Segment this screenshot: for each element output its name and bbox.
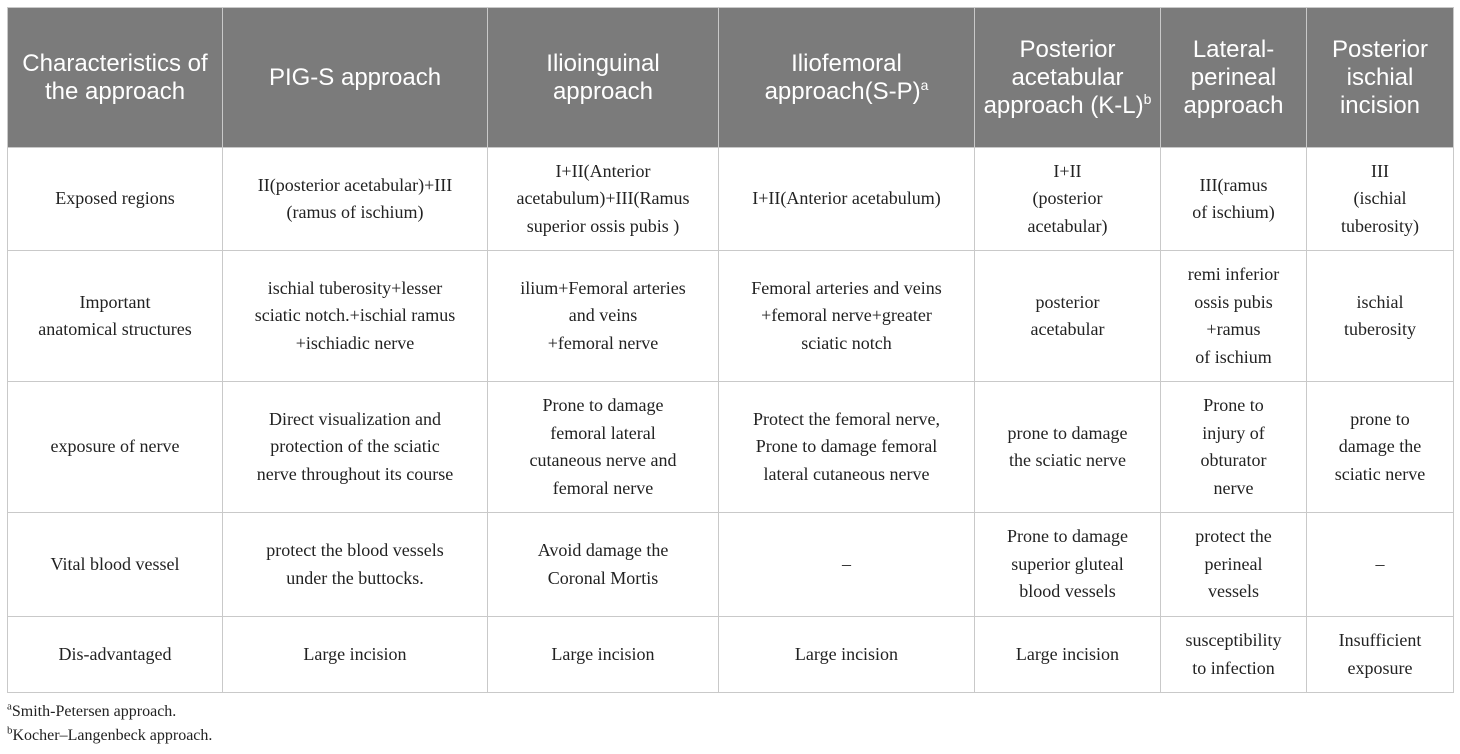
table-cell: Femoral arteries and veins +femoral nerve+greater sciatic notch	[719, 251, 975, 382]
table-cell: –	[1307, 513, 1454, 617]
table-cell: ischial tuberosity	[1307, 251, 1454, 382]
header-posterior-ischial: Posterior ischial incision	[1307, 8, 1454, 148]
footnote-b-mark: b	[7, 724, 13, 737]
row-label: Important anatomical structures	[8, 251, 223, 382]
header-row	[8, 8, 1454, 148]
table-cell: Prone to injury of obturator nerve	[1161, 382, 1307, 513]
table-cell: I+II (posterior acetabular)	[975, 148, 1161, 251]
header-ilioinguinal: Ilioinguinal approach	[488, 8, 719, 148]
table-cell: I+II(Anterior acetabulum)	[719, 148, 975, 251]
table-row	[8, 382, 1454, 513]
table-row	[8, 513, 1454, 617]
header-pig-s: PIG-S approach	[223, 8, 488, 148]
table-row	[8, 148, 1454, 251]
table-cell: III(ramus of ischium)	[1161, 148, 1307, 251]
table-cell: protect the perineal vessels	[1161, 513, 1307, 617]
table-row	[8, 617, 1454, 693]
footnote-mark-a: a	[920, 76, 929, 93]
table-cell: Prone to damage femoral lateral cutaneous nerve and femoral nerve	[488, 382, 719, 513]
footnote-a-text: Smith-Petersen approach.	[11, 703, 177, 720]
footnote-a-mark: a	[7, 700, 12, 713]
comparison-table	[7, 7, 1454, 693]
table-cell: Large incision	[223, 617, 488, 693]
row-label: Dis-advantaged	[8, 617, 223, 693]
row-label: Vital blood vessel	[8, 513, 223, 617]
header-characteristics: Characteristics of the approach	[8, 8, 223, 148]
table-cell: prone to damage the sciatic nerve	[975, 382, 1161, 513]
table-cell: Large incision	[488, 617, 719, 693]
footnote-b-text: Kocher–Langenbeck approach.	[12, 727, 213, 744]
table-cell: ilium+Femoral arteries and veins +femoral nerve	[488, 251, 719, 382]
table-cell: remi inferior ossis pubis +ramus of ischium	[1161, 251, 1307, 382]
table-cell: posterior acetabular	[975, 251, 1161, 382]
table-cell: Avoid damage the Coronal Mortis	[488, 513, 719, 617]
table-cell: susceptibility to infection	[1161, 617, 1307, 693]
table-row	[8, 251, 1454, 382]
table-cell: Protect the femoral nerve, Prone to damage femoral lateral cutaneous nerve	[719, 382, 975, 513]
header-iliofemoral: Iliofemoral $approach(S-P)^a$	[719, 8, 975, 148]
table-cell: I+II(Anterior acetabulum)+III(Ramus superior ossis pubis )	[488, 148, 719, 251]
footnote-b	[7, 726, 212, 746]
table-cell: III (ischial tuberosity)	[1307, 148, 1454, 251]
row-label: Exposed regions	[8, 148, 223, 251]
table-cell: ischial tuberosity+lesser sciatic notch.+ischial ramus +ischiadic nerve	[223, 251, 488, 382]
table-cell: –	[719, 513, 975, 617]
table-cell: Large incision	[719, 617, 975, 693]
table-cell: protect the blood vessels under the buttocks.	[223, 513, 488, 617]
table-cell: Large incision	[975, 617, 1161, 693]
row-label: exposure of nerve	[8, 382, 223, 513]
table-cell: Insufficient exposure	[1307, 617, 1454, 693]
table-cell: prone to damage the sciatic nerve	[1307, 382, 1454, 513]
table-cell: Prone to damage superior gluteal blood vessels	[975, 513, 1161, 617]
footnote-a	[7, 702, 176, 722]
header-posterior-acetabular: Posterior acetabular approach $(K-L)^b$	[975, 8, 1161, 148]
header-lateral-perineal: Lateral-perineal approach	[1161, 8, 1307, 148]
table-cell: II(posterior acetabular)+III (ramus of ischium)	[223, 148, 488, 251]
table-cell: Direct visualization and protection of the sciatic nerve throughout its course	[223, 382, 488, 513]
footnote-mark-b: b	[1143, 90, 1152, 107]
